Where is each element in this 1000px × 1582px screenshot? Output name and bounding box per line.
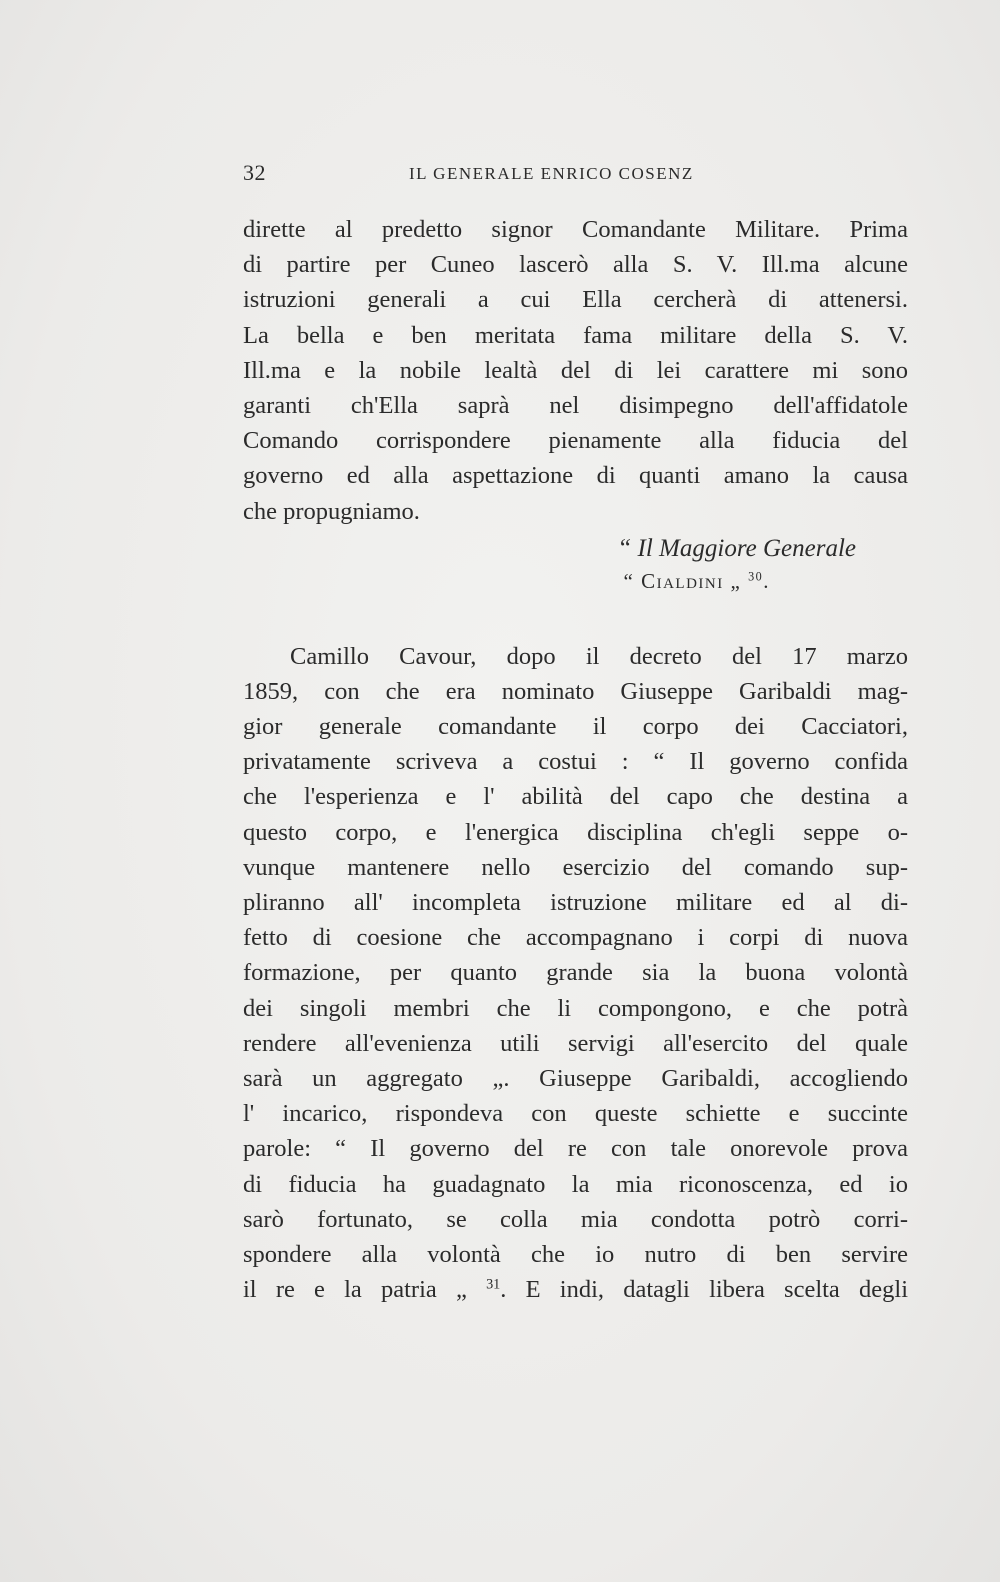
text-line: che l'esperienza e l' abilità del capo che destina a bbox=[243, 783, 908, 811]
signature-title: “ Il Maggiore Generale bbox=[617, 534, 856, 562]
text-line: sarò fortunato, se colla mia condotta potrò corri- bbox=[243, 1205, 908, 1233]
signature-period: . bbox=[763, 568, 770, 593]
text-line: spondere alla volontà che io nutro di ben servire bbox=[243, 1240, 908, 1268]
line-text: il re e la patria „ bbox=[243, 1276, 487, 1304]
footnote-reference: 30 bbox=[748, 569, 764, 584]
text-line: istruzioni generali a cui Ella cercherà di attenersi. bbox=[243, 286, 908, 314]
page-header bbox=[243, 160, 911, 190]
signature-close-quote: „ bbox=[723, 568, 749, 593]
page-number: 32 bbox=[243, 160, 266, 185]
footnote-reference: 31 bbox=[486, 1276, 501, 1293]
text-line: formazione, per quanto grande sia la buona volontà bbox=[243, 959, 908, 987]
text-line-with-note bbox=[243, 1272, 908, 1307]
text-line: Ill.ma e la nobile lealtà del di lei carattere mi sono bbox=[243, 356, 908, 384]
text-line: di fiducia ha guadagnato la mia riconoscenza, ed io bbox=[243, 1170, 908, 1198]
letter-continuation bbox=[243, 212, 908, 529]
text-line: parole: “ Il governo del re con tale onorevole prova bbox=[243, 1135, 908, 1163]
text-line: governo ed alla aspettazione di quanti amano la causa bbox=[243, 462, 908, 490]
text-line: Comando corrispondere pienamente alla fiducia del bbox=[243, 427, 908, 455]
text-line: pliranno all' incompleta istruzione militare ed al di- bbox=[243, 889, 908, 916]
running-head: IL GENERALE ENRICO COSENZ bbox=[409, 164, 694, 183]
text-line: dei singoli membri che li compongono, e che potrà bbox=[243, 994, 908, 1022]
text-line: garanti ch'Ella saprà nel disimpegno dell'affidatole bbox=[243, 391, 908, 419]
text-line: privatamente scriveva a costui : “ Il governo confida bbox=[243, 748, 908, 776]
line-text: . E indi, datagli libera scelta degli bbox=[500, 1276, 908, 1304]
text-line: 1859, con che era nominato Giuseppe Garibaldi mag- bbox=[243, 677, 908, 705]
signature-name: Cialdini bbox=[641, 568, 724, 593]
text-line: gior generale comandante il corpo dei Cacciatori, bbox=[243, 713, 908, 741]
letter-signature bbox=[243, 531, 908, 599]
text-line: sarà un aggregato „. Giuseppe Garibaldi, accogliendo bbox=[243, 1064, 908, 1092]
paragraph-gap bbox=[243, 599, 908, 639]
text-line: di partire per Cuneo lascerò alla S. V. Ill.ma alcune bbox=[243, 251, 908, 279]
paragraph bbox=[243, 639, 908, 1308]
text-line: La bella e ben meritata fama militare della S. V. bbox=[243, 321, 908, 349]
body-text bbox=[243, 212, 908, 1307]
signature-name-line bbox=[243, 563, 908, 599]
text-line: fetto di coesione che accompagnano i corpi di nuova bbox=[243, 924, 908, 952]
text-line: Camillo Cavour, dopo il decreto del 17 marzo bbox=[290, 642, 908, 670]
text-line: che propugniamo. bbox=[243, 497, 420, 525]
text-line: questo corpo, e l'energica disciplina ch'egli seppe o- bbox=[243, 818, 908, 846]
signature-open-quote: “ bbox=[623, 568, 642, 593]
text-line: l' incarico, rispondeva con queste schiette e succinte bbox=[243, 1100, 908, 1128]
text-line: dirette al predetto signor Comandante Militare. Prima bbox=[243, 216, 908, 243]
text-line: rendere all'evenienza utili servigi all'esercito del quale bbox=[243, 1029, 908, 1057]
text-line: vunque mantenere nello esercizio del comando sup- bbox=[243, 853, 908, 881]
